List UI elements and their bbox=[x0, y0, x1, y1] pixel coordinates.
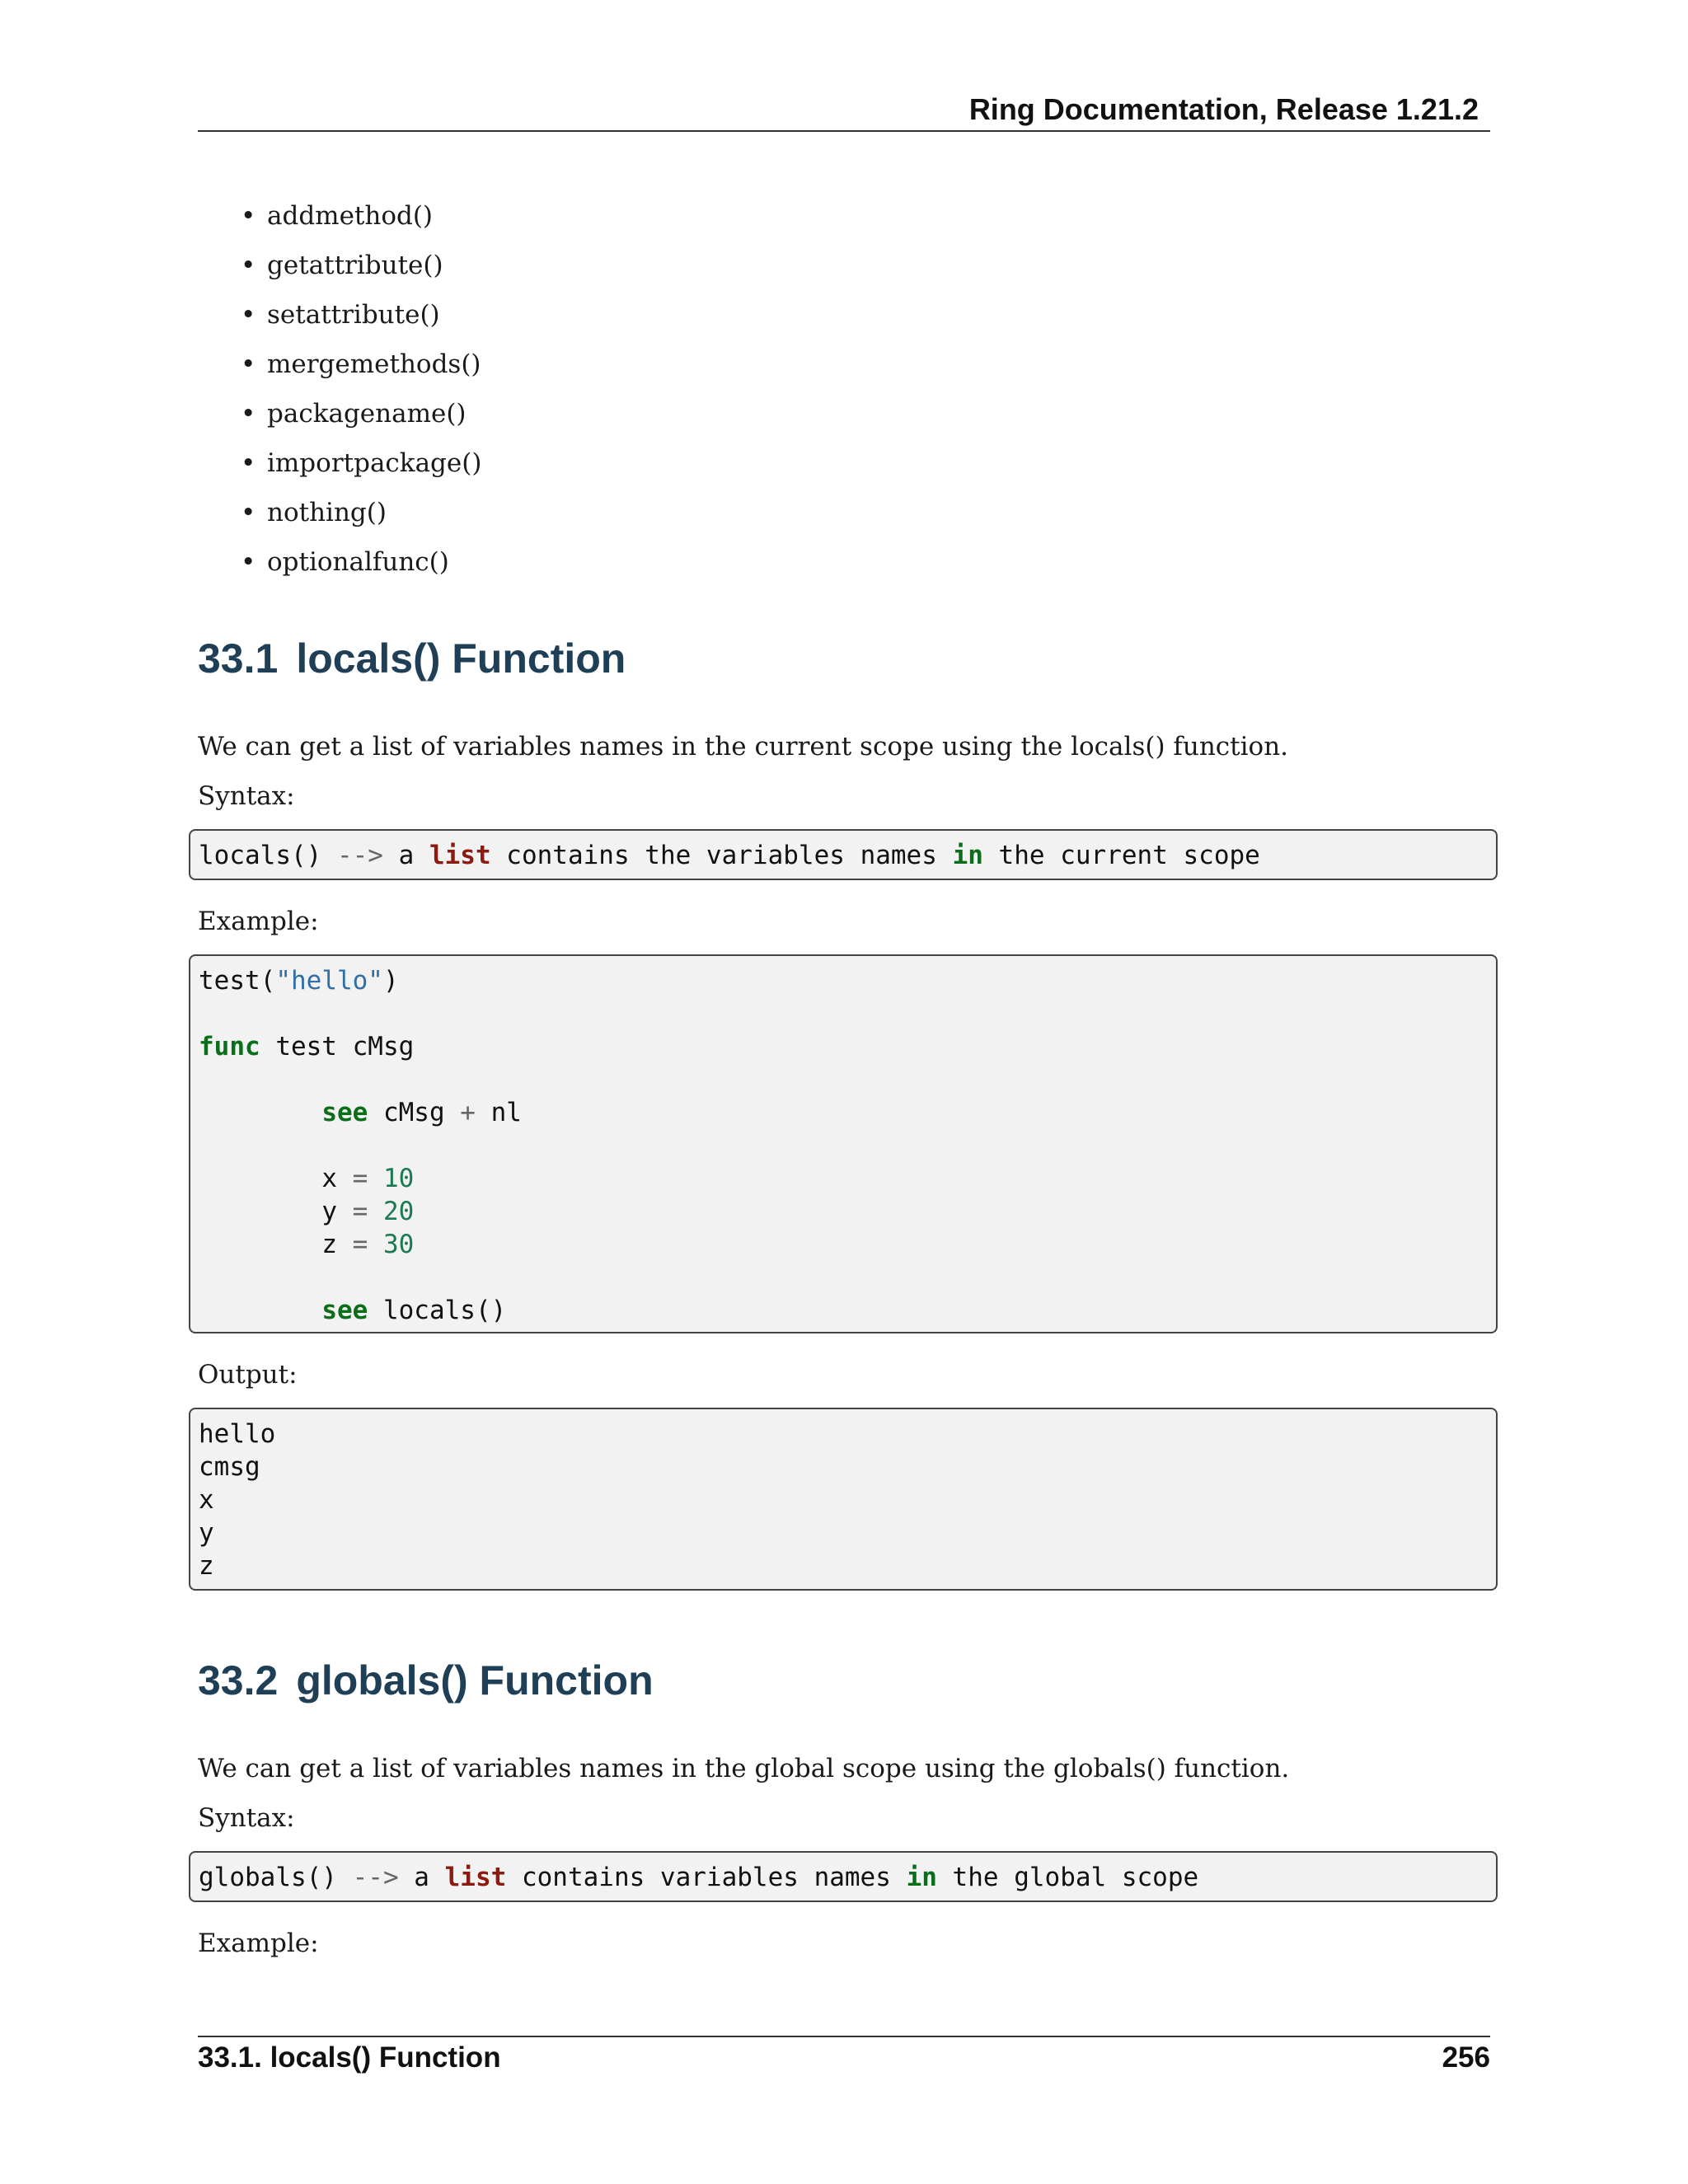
code-line: globals() --> a list contains variables names in the global scope bbox=[199, 1863, 1199, 1892]
output-line: hello bbox=[199, 1419, 276, 1449]
list-item: • mergemethods() bbox=[198, 344, 481, 394]
code-line: locals() --> a list contains the variables names in the current scope bbox=[199, 841, 1260, 870]
section-heading-globals bbox=[198, 1657, 654, 1704]
list-item: • setattribute() bbox=[198, 295, 481, 344]
code-line: see cMsg + nl bbox=[321, 1098, 522, 1127]
list-item: • packagename() bbox=[198, 394, 481, 443]
running-header-title: Ring Documentation, Release 1.21.2 bbox=[968, 92, 1479, 126]
code-line-blank bbox=[199, 1261, 1496, 1294]
list-item: • optionalfunc() bbox=[198, 542, 481, 592]
example-label: Example: bbox=[198, 907, 319, 936]
example-label: Example: bbox=[198, 1929, 319, 1958]
code-line: y = 20 bbox=[321, 1197, 415, 1226]
header-divider bbox=[198, 130, 1490, 132]
code-line: z = 30 bbox=[321, 1230, 415, 1259]
output-code-block bbox=[189, 1408, 1498, 1591]
example-code-block bbox=[189, 954, 1498, 1333]
code-line-blank bbox=[199, 1129, 1496, 1162]
list-item: • nothing() bbox=[198, 493, 481, 542]
output-line: z bbox=[199, 1551, 214, 1581]
section-intro: We can get a list of variables names in the current scope using the locals() function. bbox=[198, 732, 1289, 762]
list-item: • getattribute() bbox=[198, 246, 481, 295]
section-number: 33.2 bbox=[198, 1657, 279, 1704]
output-line: x bbox=[199, 1485, 214, 1515]
footer-section-title: 33.1. locals() Function bbox=[198, 2041, 501, 2074]
code-line: test("hello") bbox=[199, 966, 399, 996]
section-title: globals() Function bbox=[296, 1657, 654, 1704]
syntax-code-block bbox=[189, 1851, 1498, 1902]
page-number: 256 bbox=[1442, 2041, 1490, 2074]
output-label: Output: bbox=[198, 1360, 298, 1390]
syntax-code-block bbox=[189, 829, 1498, 880]
list-item: • addmethod() bbox=[198, 196, 481, 246]
syntax-label: Syntax: bbox=[198, 781, 295, 811]
footer-divider bbox=[198, 2036, 1490, 2037]
code-line: x = 10 bbox=[321, 1164, 415, 1193]
code-line-blank bbox=[199, 1063, 1496, 1096]
section-heading-locals bbox=[198, 635, 626, 682]
syntax-label: Syntax: bbox=[198, 1803, 295, 1833]
section-title: locals() Function bbox=[296, 635, 626, 682]
section-number: 33.1 bbox=[198, 635, 279, 682]
function-list bbox=[198, 196, 481, 592]
section-intro: We can get a list of variables names in the global scope using the globals() function. bbox=[198, 1754, 1290, 1783]
output-line: y bbox=[199, 1518, 214, 1548]
list-item: • importpackage() bbox=[198, 443, 481, 493]
code-line: see locals() bbox=[321, 1296, 507, 1325]
output-line: cmsg bbox=[199, 1452, 260, 1482]
code-line: func test cMsg bbox=[199, 1032, 415, 1062]
code-line-blank bbox=[199, 997, 1496, 1030]
